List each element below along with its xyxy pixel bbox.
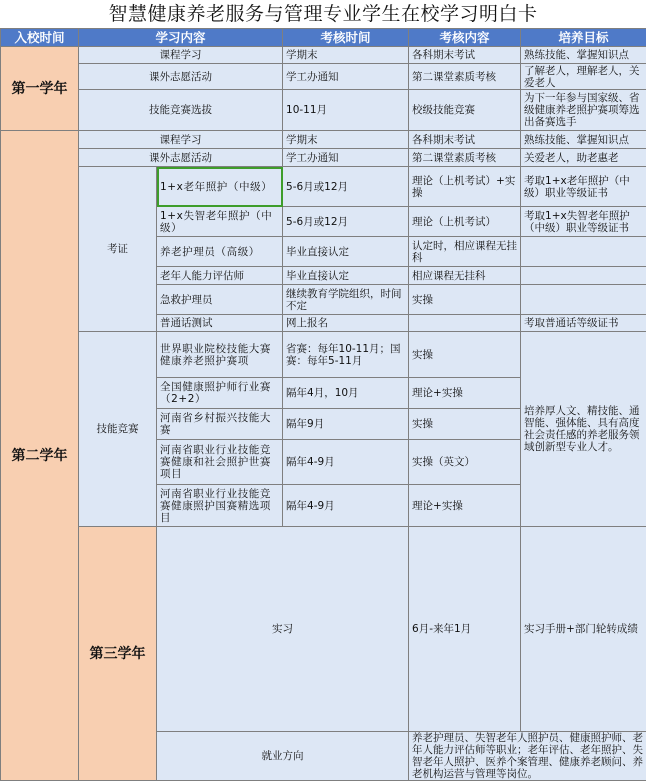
row-goal bbox=[521, 267, 646, 285]
row-time: 5-6月或12月 bbox=[283, 167, 409, 207]
row-exam: 实操 bbox=[409, 285, 521, 315]
row-exam: 实操（英文） bbox=[409, 440, 521, 485]
row-content: 技能竞赛选拔 bbox=[79, 90, 283, 131]
row-content: 世界职业院校技能大赛健康养老照护赛项 bbox=[157, 332, 283, 378]
year2-label: 第二学年 bbox=[1, 131, 79, 781]
row-exam: 相应课程无挂科 bbox=[409, 267, 521, 285]
row-exam: 实操 bbox=[409, 332, 521, 378]
table-header-row bbox=[1, 29, 646, 47]
row-content[interactable]: 1+x老年照护（中级） bbox=[157, 167, 283, 207]
row-content: 就业方向 bbox=[157, 732, 409, 781]
table-row bbox=[1, 332, 646, 378]
table-row bbox=[1, 149, 646, 167]
row-goal bbox=[521, 285, 646, 315]
row-content: 河南省职业行业技能竞赛健康照护国赛精选项目 bbox=[157, 485, 283, 527]
row-content: 河南省乡村振兴技能大赛 bbox=[157, 409, 283, 440]
row-exam: 实操 bbox=[409, 409, 521, 440]
header-enroll-time: 入校时间 bbox=[1, 29, 79, 47]
row-goal: 考取普通话等级证书 bbox=[521, 315, 646, 332]
contest-label: 技能竞赛 bbox=[79, 332, 157, 527]
year3-label: 第三学年 bbox=[79, 527, 157, 781]
row-time: 学期末 bbox=[283, 47, 409, 64]
row-time: 隔年4-9月 bbox=[283, 440, 409, 485]
table-row bbox=[1, 527, 646, 732]
table-row bbox=[1, 64, 646, 90]
row-content: 普通话测试 bbox=[157, 315, 283, 332]
row-goal: 为下一年参与国家级、省级健康养老照护赛项筹选出备赛选手 bbox=[521, 90, 646, 131]
row-goal: 熟练技能、掌握知识点 bbox=[521, 131, 646, 149]
row-time: 6月-来年1月 bbox=[409, 527, 521, 732]
row-time: 隔年4-9月 bbox=[283, 485, 409, 527]
row-content: 1+x失智老年照护（中级） bbox=[157, 207, 283, 237]
year1-label: 第一学年 bbox=[1, 47, 79, 131]
row-content: 急救护理员 bbox=[157, 285, 283, 315]
row-time: 省赛：每年10-11月；国赛：每年5-11月 bbox=[283, 332, 409, 378]
row-content: 老年人能力评估师 bbox=[157, 267, 283, 285]
header-goal: 培养目标 bbox=[521, 29, 646, 47]
row-exam: 校级技能竞赛 bbox=[409, 90, 521, 131]
row-time: 学工办通知 bbox=[283, 64, 409, 90]
page-title: 智慧健康养老服务与管理专业学生在校学习明白卡 bbox=[0, 0, 646, 28]
row-exam: 认定时，相应课程无挂科 bbox=[409, 237, 521, 267]
row-time: 毕业直接认定 bbox=[283, 267, 409, 285]
row-exam: 理论+实操 bbox=[409, 378, 521, 409]
table-row bbox=[1, 131, 646, 149]
row-exam: 各科期末考试 bbox=[409, 131, 521, 149]
header-exam-content: 考核内容 bbox=[409, 29, 521, 47]
contest-goal: 培养厚人文、精技能、通智能、强体能、具有高度社会责任感的养老服务领域创新型专业人才。 bbox=[521, 332, 646, 527]
row-time: 继续教育学院组织，时间不定 bbox=[283, 285, 409, 315]
row-exam: 各科期末考试 bbox=[409, 47, 521, 64]
row-time: 10-11月 bbox=[283, 90, 409, 131]
row-goal: 了解老人，理解老人，关爱老人 bbox=[521, 64, 646, 90]
row-exam: 理论（上机考试）+实操 bbox=[409, 167, 521, 207]
row-content: 河南省职业行业技能竞赛健康和社会照护世赛项目 bbox=[157, 440, 283, 485]
cert-label: 考证 bbox=[79, 167, 157, 332]
row-goal: 考取1+x失智老年照护（中级）职业等级证书 bbox=[521, 207, 646, 237]
career-detail: 养老护理员、失智老年人照护员、健康照护师、老年人能力评估师等职业；老年评估、老年照护、失智老年人照护、医养个案管理、健康养老顾问、养老机构运营与管理等岗位。 bbox=[409, 732, 646, 781]
row-time: 隔年4月，10月 bbox=[283, 378, 409, 409]
header-content: 学习内容 bbox=[79, 29, 283, 47]
row-exam: 理论+实操 bbox=[409, 485, 521, 527]
row-goal: 关爱老人，助老惠老 bbox=[521, 149, 646, 167]
row-exam: 第二课堂素质考核 bbox=[409, 149, 521, 167]
row-exam: 实习手册+部门轮转成绩 bbox=[521, 527, 646, 732]
row-content: 课外志愿活动 bbox=[79, 149, 283, 167]
table-row bbox=[1, 47, 646, 64]
row-content: 实习 bbox=[157, 527, 409, 732]
row-time: 5-6月或12月 bbox=[283, 207, 409, 237]
table-row bbox=[1, 90, 646, 131]
study-card-table bbox=[0, 28, 646, 781]
row-exam: 第二课堂素质考核 bbox=[409, 64, 521, 90]
row-content: 全国健康照护师行业赛（2+2） bbox=[157, 378, 283, 409]
row-exam: 理论（上机考试） bbox=[409, 207, 521, 237]
row-time: 隔年9月 bbox=[283, 409, 409, 440]
row-content: 课程学习 bbox=[79, 131, 283, 149]
row-content: 课程学习 bbox=[79, 47, 283, 64]
header-exam-time: 考核时间 bbox=[283, 29, 409, 47]
table-row bbox=[1, 167, 646, 207]
row-content: 养老护理员（高级） bbox=[157, 237, 283, 267]
row-content: 课外志愿活动 bbox=[79, 64, 283, 90]
row-goal bbox=[521, 237, 646, 267]
row-goal: 考取1+x老年照护（中级）职业等级证书 bbox=[521, 167, 646, 207]
row-time: 网上报名 bbox=[283, 315, 409, 332]
row-time: 毕业直接认定 bbox=[283, 237, 409, 267]
row-exam bbox=[409, 315, 521, 332]
row-time: 学期末 bbox=[283, 131, 409, 149]
row-goal: 熟练技能、掌握知识点 bbox=[521, 47, 646, 64]
row-time: 学工办通知 bbox=[283, 149, 409, 167]
